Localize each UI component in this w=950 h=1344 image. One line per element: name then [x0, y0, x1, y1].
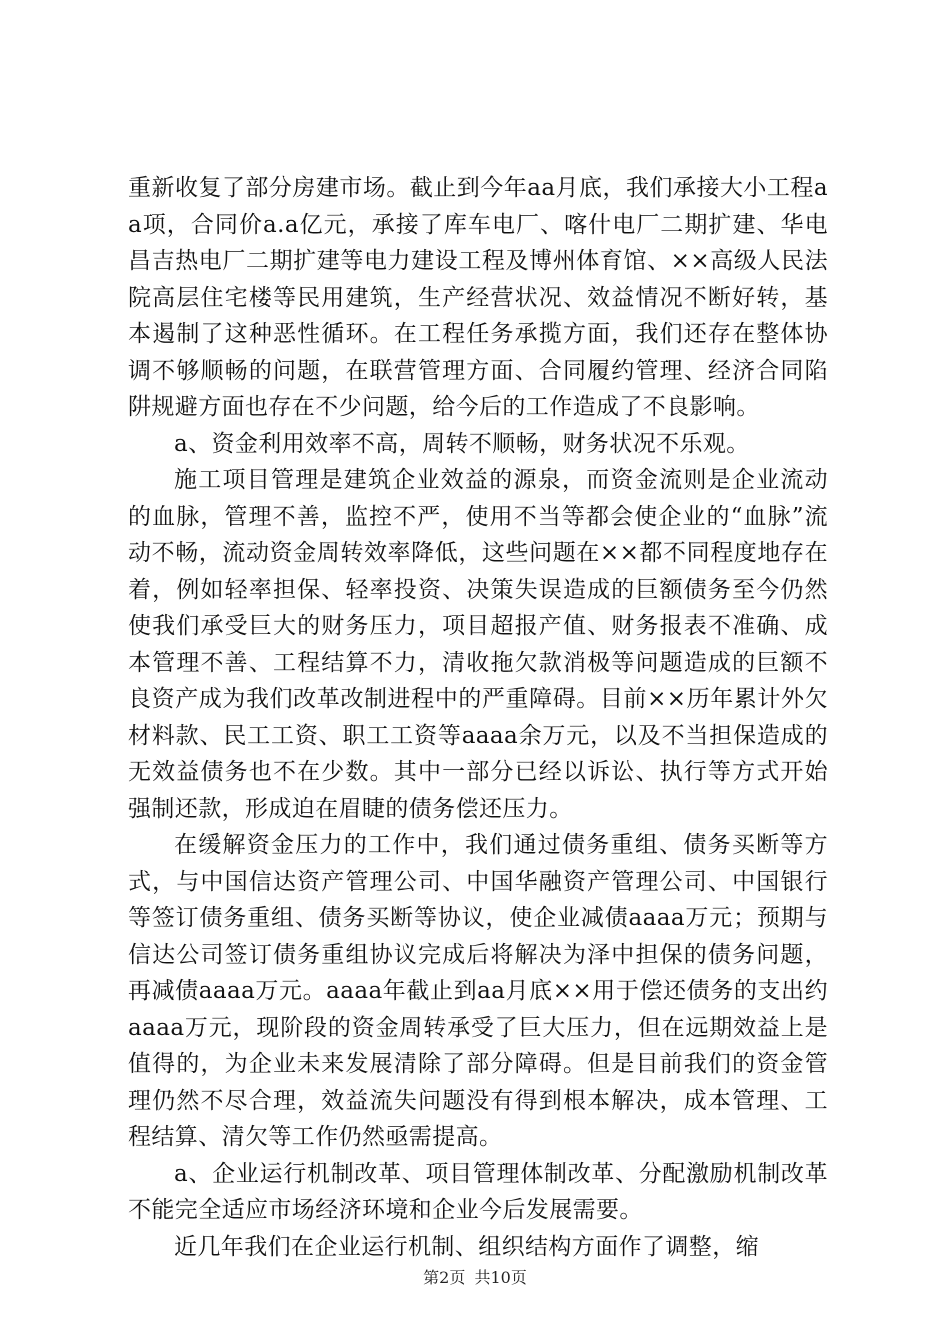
- page-total: 共10页: [474, 1268, 527, 1287]
- paragraph-funds-detail: 施工项目管理是建筑企业效益的源泉，而资金流则是企业流动的血脉，管理不善，监控不严，使用不当等都会使企业的“血脉”流动不畅，流动资金周转效率降低，这些问题在××都不同程度地存在着，例如轻率担保、轻率投资、决策失误造成的巨额债务至今仍然使我们承受巨大的财务压力，项目超报产值、财务报表不准确、成本管理不善、工程结算不力，清收拖欠款消极等问题造成的巨额不良资产成为我们改革改制进程中的严重障碍。目前××历年累计外欠材料款、民工工资、职工工资等aaaa余万元，以及不当担保造成的无效益债务也不在少数。其中一部分已经以诉讼、执行等方式开始强制还款，形成迫在眉睫的债务偿还压力。: [128, 467, 828, 822]
- paragraph-heading-funds: a、资金利用效率不高，周转不顺畅，财务状况不乐观。: [174, 430, 750, 457]
- page-number: 第2页: [423, 1268, 466, 1287]
- paragraph-continuation: 重新收复了部分房建市场。截止到今年aa月底，我们承接大小工程aa项，合同价a.a亿元，承接了库车电厂、喀什电厂二期扩建、华电昌吉热电厂二期扩建等电力建设工程及博州体育馆、××高级人民法院高层住宅楼等民用建筑，生产经营状况、效益情况不断好转，基本遏制了这种恶性循环。在工程任务承揽方面，我们还存在整体协调不够顺畅的问题，在联营管理方面、合同履约管理、经济合同陷阱规避方面也存在不少问题，给今后的工作造成了不良影响。: [128, 175, 828, 420]
- paragraph-reform-detail: 近几年我们在企业运行机制、组织结构方面作了调整，缩: [174, 1233, 759, 1260]
- page-footer: [0, 1268, 950, 1288]
- paragraph-debt-relief: 在缓解资金压力的工作中，我们通过债务重组、债务买断等方式，与中国信达资产管理公司、中国华融资产管理公司、中国银行等签订债务重组、债务买断等协议，使企业减债aaaa万元；预期与信达公司签订债务重组协议完成后将解决为泽中担保的债务问题，再减债aaaa万元。aaaa年截止到aa月底××用于偿还债务的支出约aaaa万元，现阶段的资金周转承受了巨大压力，但在远期效益上是值得的，为企业未来发展清除了部分障碍。但是目前我们的资金管理仍然不尽合理，效益流失问题没有得到根本解决，成本管理、工程结算、清欠等工作仍然亟需提高。: [128, 832, 828, 1150]
- paragraph-heading-reform: a、企业运行机制改革、项目管理体制改革、分配激励机制改革不能完全适应市场经济环境和企业今后发展需要。: [128, 1160, 828, 1223]
- document-body: [128, 170, 828, 1265]
